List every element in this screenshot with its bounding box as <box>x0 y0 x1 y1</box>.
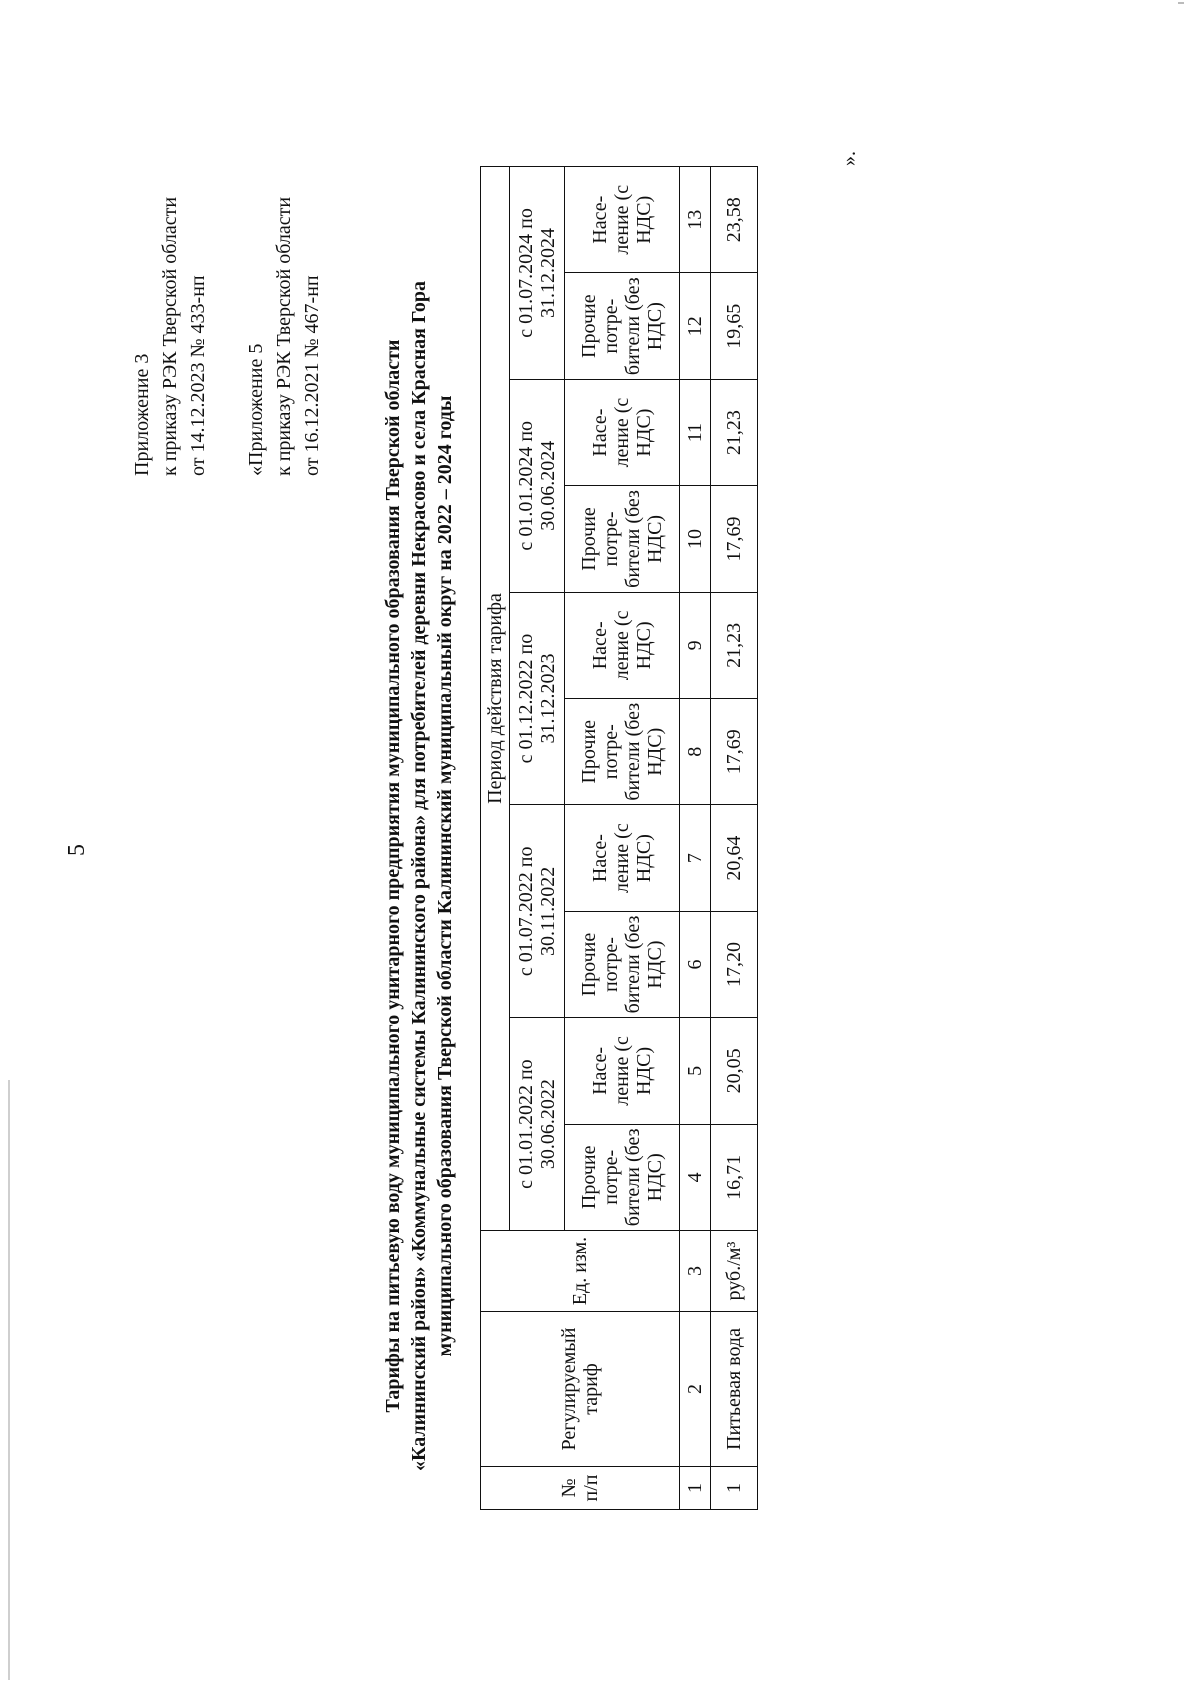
column-index-cell: 10 <box>680 486 711 592</box>
header-row-period <box>481 167 510 1510</box>
tariff-value-cell: 20,05 <box>711 1018 758 1124</box>
tariff-value-cell: 21,23 <box>711 379 758 485</box>
header-consumer-other: Прочие потре- бители (без НДС) <box>565 486 680 592</box>
column-index-cell: 5 <box>680 1018 711 1124</box>
header-consumer-other: Прочие потре- бители (без НДС) <box>565 699 680 805</box>
column-index-cell: 11 <box>680 379 711 485</box>
page-number: 5 <box>64 844 90 856</box>
header-consumer-population: Насе- ление (с НДС) <box>565 592 680 698</box>
column-index-cell: 7 <box>680 805 711 911</box>
header-consumer-other: Прочие потре- бители (без НДС) <box>565 273 680 379</box>
column-index-cell: 1 <box>680 1467 711 1510</box>
document-title <box>380 246 458 1506</box>
appendix-current-line: Приложение 3 <box>131 353 153 476</box>
header-period-range: с 01.07.2022 по 30.11.2022 <box>510 805 565 1018</box>
tariff-value-cell: 21,23 <box>711 592 758 698</box>
column-index-cell: 3 <box>680 1231 711 1312</box>
column-index-cell: 2 <box>680 1312 711 1467</box>
row-num: 1 <box>711 1467 758 1510</box>
header-consumer-other: Прочие потре- бители (без НДС) <box>565 911 680 1017</box>
appendix-previous-line: «Приложение 5 <box>245 343 267 476</box>
tariff-value-cell: 23,58 <box>711 167 758 273</box>
header-tariff: Регулируемый тариф <box>481 1312 680 1467</box>
header-consumer-population: Насе- ление (с НДС) <box>565 805 680 911</box>
appendix-previous-line: от 16.12.2021 № 467-нп <box>301 275 323 476</box>
column-index-cell: 13 <box>680 167 711 273</box>
header-period-range: с 01.01.2022 по 30.06.2022 <box>510 1018 565 1231</box>
column-index-cell: 8 <box>680 699 711 805</box>
header-consumer-other: Прочие потре- бители (без НДС) <box>565 1124 680 1230</box>
index-row <box>680 167 711 1510</box>
tariff-table <box>480 166 758 1510</box>
header-period: Период действия тарифа <box>481 167 510 1231</box>
title-line: Тарифы на питьевую воду муниципального унитарного предприятия муниципального образования Тверской области <box>382 339 404 1413</box>
tariff-value-cell: 17,69 <box>711 699 758 805</box>
header-consumer-population: Насе- ление (с НДС) <box>565 379 680 485</box>
tariff-value-cell: 17,20 <box>711 911 758 1017</box>
row-unit: руб./м³ <box>711 1231 758 1312</box>
column-index-cell: 4 <box>680 1124 711 1230</box>
header-consumer-population: Насе- ление (с НДС) <box>565 167 680 273</box>
header-period-range: с 01.07.2024 по 31.12.2024 <box>510 167 565 380</box>
page-number-wrap <box>64 844 91 856</box>
appendix-previous-line: к приказу РЭК Тверской области <box>273 196 295 476</box>
header-period-range: с 01.12.2022 по 31.12.2023 <box>510 592 565 805</box>
appendix-current-line: от 14.12.2023 № 433-нп <box>187 275 209 476</box>
table-row <box>711 167 758 1510</box>
title-line: «Калининский район» «Коммунальные системы Калининского района» для потребителей деревни Некрасово и села Красная Гора <box>408 280 430 1472</box>
tariff-value-cell: 19,65 <box>711 273 758 379</box>
row-name: Питьевая вода <box>711 1312 758 1467</box>
column-index-cell: 9 <box>680 592 711 698</box>
header-consumer-population: Насе- ление (с НДС) <box>565 1018 680 1124</box>
column-index-cell: 12 <box>680 273 711 379</box>
tariff-value-cell: 20,64 <box>711 805 758 911</box>
title-line: муниципального образования Тверской области Калининский муниципальный округ на 2022 – 2024 годы <box>434 395 456 1357</box>
appendix-current-line: к приказу РЭК Тверской области <box>159 196 181 476</box>
tariff-value-cell: 16,71 <box>711 1124 758 1230</box>
header-period-range: с 01.01.2024 по 30.06.2024 <box>510 379 565 592</box>
closing-quote: ». <box>838 151 860 166</box>
column-index-cell: 6 <box>680 911 711 1017</box>
header-unit: Ед. изм. <box>481 1231 680 1312</box>
appendix-current <box>128 197 212 476</box>
header-num: № п/п <box>481 1467 680 1510</box>
appendix-previous <box>242 197 326 476</box>
tariff-value-cell: 17,69 <box>711 486 758 592</box>
